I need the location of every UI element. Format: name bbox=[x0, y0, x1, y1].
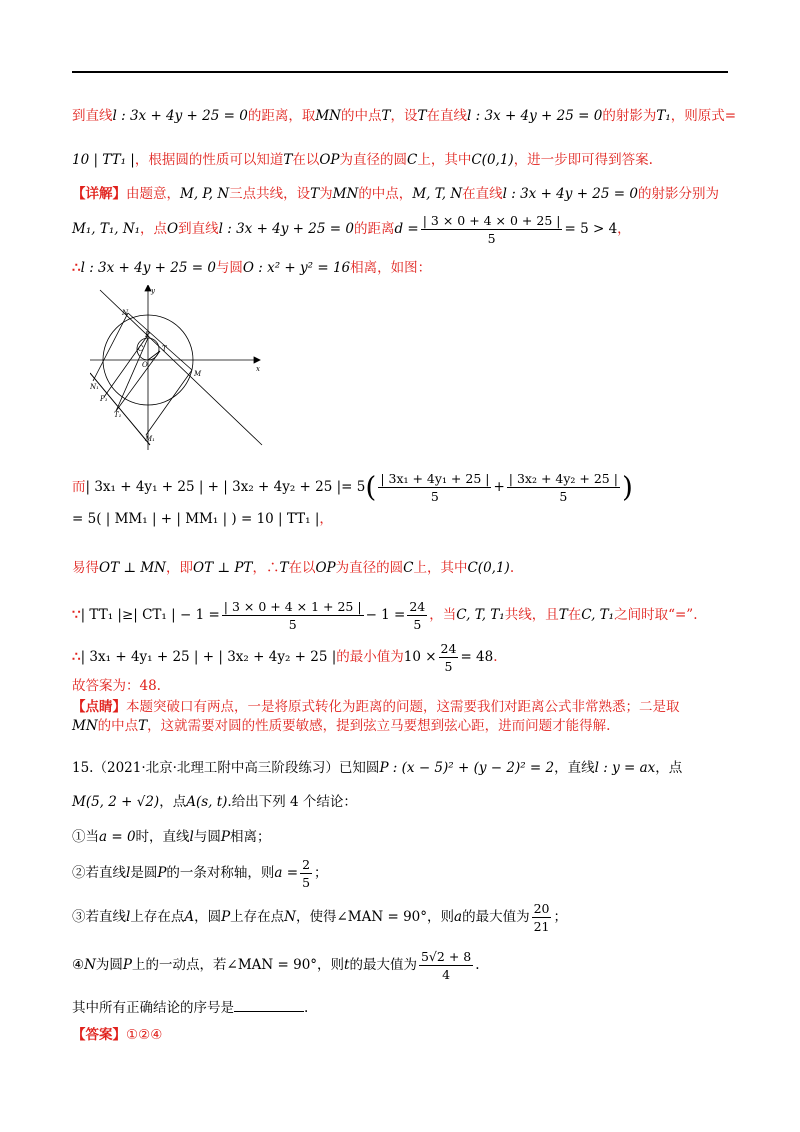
fraction bbox=[222, 598, 364, 633]
formula: l bbox=[189, 829, 194, 845]
label-p: P bbox=[145, 331, 150, 339]
text: 的中点 bbox=[340, 108, 382, 124]
text: 的一条对称轴，则 bbox=[166, 865, 275, 881]
label-t: T bbox=[162, 345, 167, 353]
tip-line-2 bbox=[72, 716, 610, 736]
denominator: 5 bbox=[302, 875, 311, 890]
conclusion-3 bbox=[72, 900, 567, 935]
text: ，则 bbox=[317, 957, 345, 973]
numerator: | 3x₂ + 4y₂ + 25 | bbox=[508, 471, 618, 486]
therefore-symbol: ∴ bbox=[72, 260, 81, 276]
formula: C, T₁ bbox=[581, 607, 615, 623]
formula: MN bbox=[315, 108, 341, 124]
x-axis-arrow-icon bbox=[254, 357, 260, 363]
formula: a bbox=[454, 909, 463, 925]
denominator: 5 bbox=[430, 489, 439, 504]
denominator: 5 bbox=[444, 659, 453, 674]
fraction bbox=[532, 900, 552, 935]
solution-line-8 bbox=[72, 558, 514, 578]
conclusion-1 bbox=[72, 827, 270, 847]
text: 在直线 bbox=[462, 186, 503, 202]
label-y: y bbox=[151, 287, 155, 295]
because-symbol: ∵ bbox=[72, 607, 81, 623]
text: ，点 bbox=[140, 221, 168, 237]
text: 上存在点 bbox=[130, 909, 185, 925]
formula: T bbox=[417, 108, 427, 124]
formula: OP bbox=[319, 152, 340, 168]
tip-label: 【点睛】 bbox=[72, 699, 126, 715]
label-x: x bbox=[256, 365, 260, 373]
formula: P bbox=[221, 909, 231, 925]
formula: C(0,1) bbox=[467, 560, 510, 576]
text: 的射影为 bbox=[602, 108, 657, 124]
formula: 10 | TT₁ | bbox=[72, 152, 135, 168]
denominator: 21 bbox=[533, 919, 550, 934]
label-m1: M₁ bbox=[145, 435, 155, 443]
formula: l bbox=[126, 865, 131, 881]
text: ，这就需要对圆的性质要敏感，提到弦立马要想到弦心距，进而问题才能得解. bbox=[147, 718, 611, 734]
formula: C bbox=[403, 560, 414, 576]
text: 在 bbox=[567, 607, 582, 623]
text: 时，直线 bbox=[135, 829, 190, 845]
formula: N bbox=[84, 957, 96, 973]
solution-line-6 bbox=[72, 470, 633, 505]
numerator: | 3x₁ + 4y₁ + 25 | bbox=[380, 471, 490, 486]
formula: P bbox=[122, 957, 133, 973]
numerator: | 3 × 0 + 4 × 0 + 25 | bbox=[422, 213, 561, 228]
formula: − 1 = bbox=[365, 607, 406, 623]
formula: | 3x₁ + 4y₁ + 25 | + | 3x₂ + 4y₂ + 25 |= 5 bbox=[85, 479, 366, 495]
formula: C bbox=[407, 152, 418, 168]
numerator: 24 bbox=[440, 641, 457, 656]
text: ①当 bbox=[72, 829, 99, 845]
text: ，进一步即可得到答案. bbox=[513, 152, 653, 168]
text: 而 bbox=[72, 479, 86, 495]
formula: l : 3x + 4y + 25 = 0 bbox=[467, 108, 603, 124]
formula: O bbox=[167, 221, 179, 237]
text: 的最大值为 bbox=[462, 909, 530, 925]
text: .给出下列 4 个结论： bbox=[227, 794, 357, 810]
solution-line-10 bbox=[72, 640, 498, 675]
formula: OT ⊥ PT bbox=[193, 560, 253, 576]
solution-line-1 bbox=[72, 106, 736, 126]
text: 的中点 bbox=[97, 718, 139, 734]
text: 在直线 bbox=[426, 108, 467, 124]
formula: l bbox=[126, 909, 131, 925]
formula: ∠MAN = 90° bbox=[226, 957, 318, 973]
formula: M, T, N bbox=[412, 186, 463, 202]
formula: OT ⊥ MN bbox=[99, 560, 166, 576]
text: ③若直线 bbox=[72, 909, 126, 925]
text: ，圆 bbox=[194, 909, 222, 925]
text: 到直线 bbox=[178, 221, 219, 237]
geometry-figure bbox=[90, 285, 265, 450]
fraction bbox=[421, 212, 563, 247]
denominator: 5 bbox=[559, 489, 568, 504]
detail-label: 【详解】 bbox=[72, 186, 126, 202]
formula: a = 0 bbox=[99, 829, 136, 845]
formula: T bbox=[138, 718, 148, 734]
formula: P bbox=[220, 829, 230, 845]
text: 在以 bbox=[288, 560, 316, 576]
formula: T₁ bbox=[656, 108, 671, 124]
text: ； bbox=[553, 909, 567, 925]
label-n1: N₁ bbox=[90, 383, 99, 391]
text: 上存在点 bbox=[230, 909, 285, 925]
formula: A bbox=[184, 909, 195, 925]
text: 到直线 bbox=[72, 108, 113, 124]
fraction bbox=[300, 856, 312, 891]
text: 相离； bbox=[229, 829, 271, 845]
text: . bbox=[475, 957, 480, 973]
left-paren: ( bbox=[365, 470, 377, 504]
formula: | 3x₁ + 4y₁ + 25 | + | 3x₂ + 4y₂ + 25 | bbox=[80, 649, 337, 665]
text: ， bbox=[319, 511, 333, 527]
formula: = 5( | MM₁ | + | MM₁ | ) = 10 | TT₁ | bbox=[72, 511, 320, 527]
text: 由题意， bbox=[126, 186, 180, 202]
line-l bbox=[90, 373, 150, 445]
text: . bbox=[304, 1000, 309, 1016]
plus-sign: + bbox=[493, 479, 505, 495]
fraction bbox=[439, 640, 459, 675]
label-o: O bbox=[142, 361, 148, 369]
text: . bbox=[493, 649, 498, 665]
formula: l : 3x + 4y + 25 = 0 bbox=[112, 108, 248, 124]
text: ，当 bbox=[429, 607, 457, 623]
text: 上，其中 bbox=[417, 152, 472, 168]
text: ，∴ bbox=[252, 560, 280, 576]
denominator: 5 bbox=[288, 617, 297, 632]
numerator: 24 bbox=[409, 599, 426, 614]
formula: T bbox=[310, 186, 320, 202]
therefore-symbol: ∴ bbox=[72, 649, 81, 665]
text: （2021·北京·北理工附中高三阶段练习）已知圆 bbox=[93, 760, 380, 776]
text: 为 bbox=[319, 186, 333, 202]
formula: T bbox=[283, 152, 293, 168]
text: 其中所有正确结论的序号是 bbox=[72, 1000, 234, 1016]
formula: l : 3x + 4y + 25 = 0 bbox=[80, 260, 216, 276]
text: 为直径的圆 bbox=[335, 560, 404, 576]
formula: | TT₁ |≥| CT₁ | − 1 = bbox=[80, 607, 220, 623]
text: 的中点， bbox=[358, 186, 413, 202]
formula: MN bbox=[332, 186, 359, 202]
header-rule bbox=[72, 71, 728, 73]
text: 的最小值为 bbox=[336, 649, 404, 665]
question-15-line-1 bbox=[72, 758, 682, 778]
formula: M, P, N bbox=[180, 186, 230, 202]
text: ，直线 bbox=[554, 760, 595, 776]
formula: O : x² + y² = 16 bbox=[242, 260, 351, 276]
conclusion-4 bbox=[72, 948, 480, 983]
formula: N bbox=[284, 909, 296, 925]
formula: M(5, 2 + √2) bbox=[72, 794, 160, 810]
label-n: N bbox=[122, 309, 129, 317]
denominator: 4 bbox=[442, 967, 451, 982]
right-paren: ) bbox=[621, 470, 633, 504]
text: ； bbox=[314, 865, 328, 881]
formula: P bbox=[157, 865, 167, 881]
text: 之间时取“=”. bbox=[614, 607, 698, 623]
text: 上，其中 bbox=[413, 560, 468, 576]
label-c: C bbox=[138, 345, 144, 353]
numerator: | 3 × 0 + 4 × 1 + 25 | bbox=[223, 599, 362, 614]
solution-line-4 bbox=[72, 212, 631, 247]
formula: C, T, T₁ bbox=[456, 607, 505, 623]
formula: l : 3x + 4y + 25 = 0 bbox=[218, 221, 354, 237]
text: 与圆 bbox=[215, 260, 243, 276]
formula: P : (x − 5)² + (y − 2)² = 2 bbox=[379, 760, 555, 776]
answer-row bbox=[72, 1025, 162, 1045]
formula: = 48 bbox=[460, 649, 494, 665]
numerator: 2 bbox=[302, 857, 311, 872]
text: 为直径的圆 bbox=[339, 152, 407, 168]
fraction bbox=[419, 948, 473, 983]
fraction bbox=[407, 598, 427, 633]
formula: MN bbox=[72, 718, 98, 734]
text: ④ bbox=[72, 957, 85, 973]
formula: ∠MAN = 90° bbox=[336, 909, 428, 925]
solution-line-5 bbox=[72, 258, 431, 278]
answer-value: ①②④ bbox=[126, 1027, 163, 1043]
text: ，点 bbox=[655, 760, 683, 776]
question-ask bbox=[72, 998, 308, 1018]
text: 三点共线，设 bbox=[229, 186, 311, 202]
text: ，如图： bbox=[377, 260, 432, 276]
solution-line-7 bbox=[72, 509, 333, 529]
formula: T bbox=[381, 108, 391, 124]
formula: A(s, t) bbox=[186, 794, 228, 810]
answer-label: 【答案】 bbox=[72, 1027, 126, 1043]
formula: 10 × bbox=[403, 649, 437, 665]
text: 易得 bbox=[72, 560, 99, 576]
denominator: 5 bbox=[413, 617, 422, 632]
question-15-line-2 bbox=[72, 792, 357, 812]
label-t1: T₁ bbox=[114, 411, 122, 419]
text: 上的一动点，若 bbox=[132, 957, 227, 973]
text: 的最大值为 bbox=[349, 957, 417, 973]
text: . bbox=[509, 560, 515, 576]
text: ，根据圆的性质可以知道 bbox=[134, 152, 284, 168]
formula: OP bbox=[315, 560, 336, 576]
formula: T bbox=[558, 607, 568, 623]
text: 是圆 bbox=[130, 865, 158, 881]
text: ，则原式= bbox=[670, 108, 737, 124]
text: 在以 bbox=[292, 152, 320, 168]
text: 的距离 bbox=[353, 221, 395, 237]
fraction bbox=[507, 470, 620, 505]
label-m: M bbox=[194, 370, 202, 378]
answer-blank bbox=[234, 999, 304, 1012]
answer-line: 故答案为：48. bbox=[72, 678, 161, 694]
tip-line-1 bbox=[72, 697, 680, 717]
fraction bbox=[378, 470, 491, 505]
text: ，则 bbox=[427, 909, 455, 925]
solution-line-9 bbox=[72, 598, 698, 633]
text: ，使得 bbox=[295, 909, 337, 925]
text: ，设 bbox=[390, 108, 418, 124]
text: 本题突破口有两点，一是将原式转化为距离的问题，这需要我们对距离公式非常熟悉；二是取 bbox=[126, 699, 680, 715]
denominator: 5 bbox=[487, 231, 496, 246]
formula: l : 3x + 4y + 25 = 0 bbox=[502, 186, 638, 202]
conclusion-2 bbox=[72, 856, 328, 891]
text: ②若直线 bbox=[72, 865, 126, 881]
formula: d = bbox=[394, 221, 419, 237]
numerator: 20 bbox=[533, 901, 550, 916]
text: ，点 bbox=[159, 794, 187, 810]
formula: = 5 > 4 bbox=[564, 221, 618, 237]
formula: T bbox=[279, 560, 289, 576]
formula: a = bbox=[274, 865, 299, 881]
formula: M₁, T₁, N₁ bbox=[72, 221, 141, 237]
text: 共线，且 bbox=[504, 607, 559, 623]
numerator: 5√2 + 8 bbox=[420, 949, 472, 964]
detail-line bbox=[72, 184, 719, 204]
text: 与圆 bbox=[193, 829, 221, 845]
text: 的射影分别为 bbox=[637, 186, 719, 202]
text: 为圆 bbox=[95, 957, 123, 973]
text: 相离 bbox=[350, 260, 378, 276]
text: ，即 bbox=[166, 560, 193, 576]
text: ， bbox=[617, 221, 631, 237]
label-p1: P₁ bbox=[100, 395, 108, 403]
question-number: 15. bbox=[72, 760, 94, 776]
formula: t bbox=[344, 957, 350, 973]
solution-line-2 bbox=[72, 150, 653, 170]
formula: l : y = ax bbox=[594, 760, 656, 776]
text: 的距离，取 bbox=[247, 108, 316, 124]
projection-m bbox=[146, 370, 192, 435]
formula: C(0,1) bbox=[471, 152, 514, 168]
